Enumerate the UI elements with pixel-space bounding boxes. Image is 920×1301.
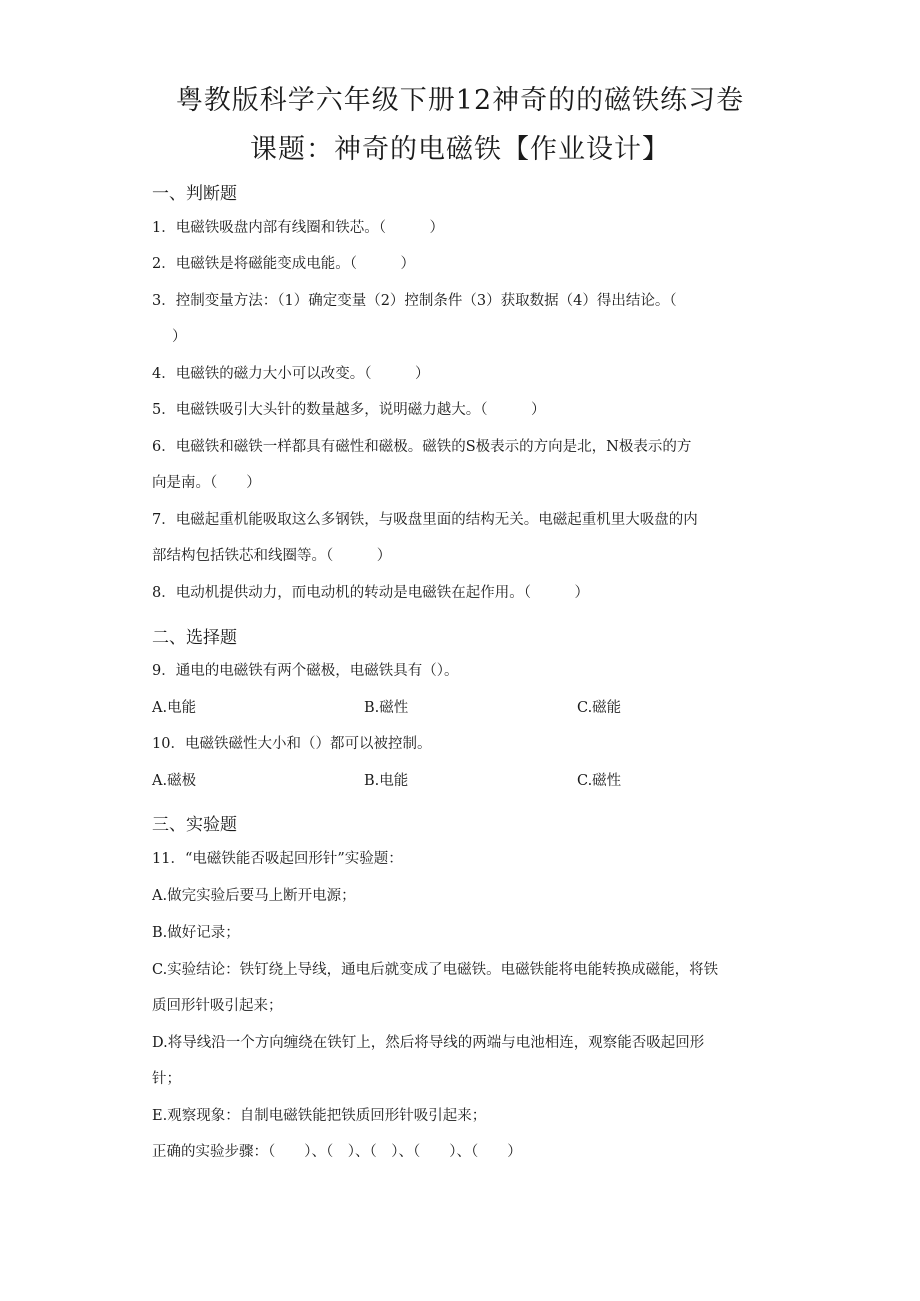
question-7-line-1: 7．电磁起重机能吸取这么多钢铁，与吸盘里面的结构无关。电磁起重机里大吸盘的内 <box>152 512 698 528</box>
question-1: 1．电磁铁吸盘内部有线圈和铁芯。（ ） <box>152 220 444 236</box>
question-9-option-c: C.磁能 <box>577 700 622 716</box>
question-2: 2．电磁铁是将磁能变成电能。（ ） <box>152 256 415 272</box>
question-9: 9．通电的电磁铁有两个磁极，电磁铁具有（）。 <box>152 663 459 679</box>
question-11-step-d-line-2: 针； <box>152 1071 181 1087</box>
section-heading-judgment: 一、判断题 <box>152 184 237 204</box>
question-6-line-1: 6．电磁铁和磁铁一样都具有磁性和磁极。磁铁的S极表示的方向是北，N极表示的方 <box>152 439 692 455</box>
question-5: 5．电磁铁吸引大头针的数量越多，说明磁力越大。（ ） <box>152 402 546 418</box>
question-11-step-c-line-1: C.实验结论：铁钉绕上导线，通电后就变成了电磁铁。电磁铁能将电能转换成磁能，将铁 <box>152 962 719 978</box>
question-4: 4．电磁铁的磁力大小可以改变。（ ） <box>152 366 430 382</box>
question-8: 8．电动机提供动力，而电动机的转动是电磁铁在起作用。（ ） <box>152 585 589 601</box>
question-7-line-2: 部结构包括铁芯和线圈等。（ ） <box>152 548 392 564</box>
question-10: 10．电磁铁磁性大小和（）都可以被控制。 <box>152 736 432 752</box>
question-11-step-d-line-1: D.将导线沿一个方向缠绕在铁钉上，然后将导线的两端与电池相连，观察能否吸起回形 <box>152 1035 705 1051</box>
question-11-step-b: B.做好记录； <box>152 925 240 941</box>
question-9-option-b: B.磁性 <box>364 700 409 716</box>
question-10-option-c: C.磁性 <box>577 773 622 789</box>
document-title: 粤教版科学六年级下册12神奇的的磁铁练习卷 <box>175 85 745 116</box>
question-3-line-1: 3．控制变量方法：（1）确定变量（2）控制条件（3）获取数据（4）得出结论。（ <box>152 293 677 309</box>
document-subtitle: 课题：神奇的电磁铁【作业设计】 <box>250 134 670 165</box>
question-10-option-b: B.电能 <box>364 773 409 789</box>
question-11: 11．“电磁铁能否吸起回形针”实验题： <box>152 851 403 867</box>
question-11-step-a: A.做完实验后要马上断开电源； <box>152 888 356 904</box>
question-10-option-a: A.磁极 <box>152 773 197 789</box>
section-heading-choice: 二、选择题 <box>152 628 237 648</box>
question-11-step-e: E.观察现象：自制电磁铁能把铁质回形针吸引起来； <box>152 1108 487 1124</box>
question-11-step-c-line-2: 质回形针吸引起来； <box>152 998 283 1014</box>
section-heading-experiment: 三、实验题 <box>152 815 237 835</box>
question-3-line-2: ） <box>172 329 187 345</box>
question-9-option-a: A.电能 <box>152 700 197 716</box>
question-11-answer-blanks: 正确的实验步骤：（ ）、（ ）、（ ）、（ ）、（ ） <box>152 1144 522 1160</box>
question-6-line-2: 向是南。（ ） <box>152 475 261 491</box>
